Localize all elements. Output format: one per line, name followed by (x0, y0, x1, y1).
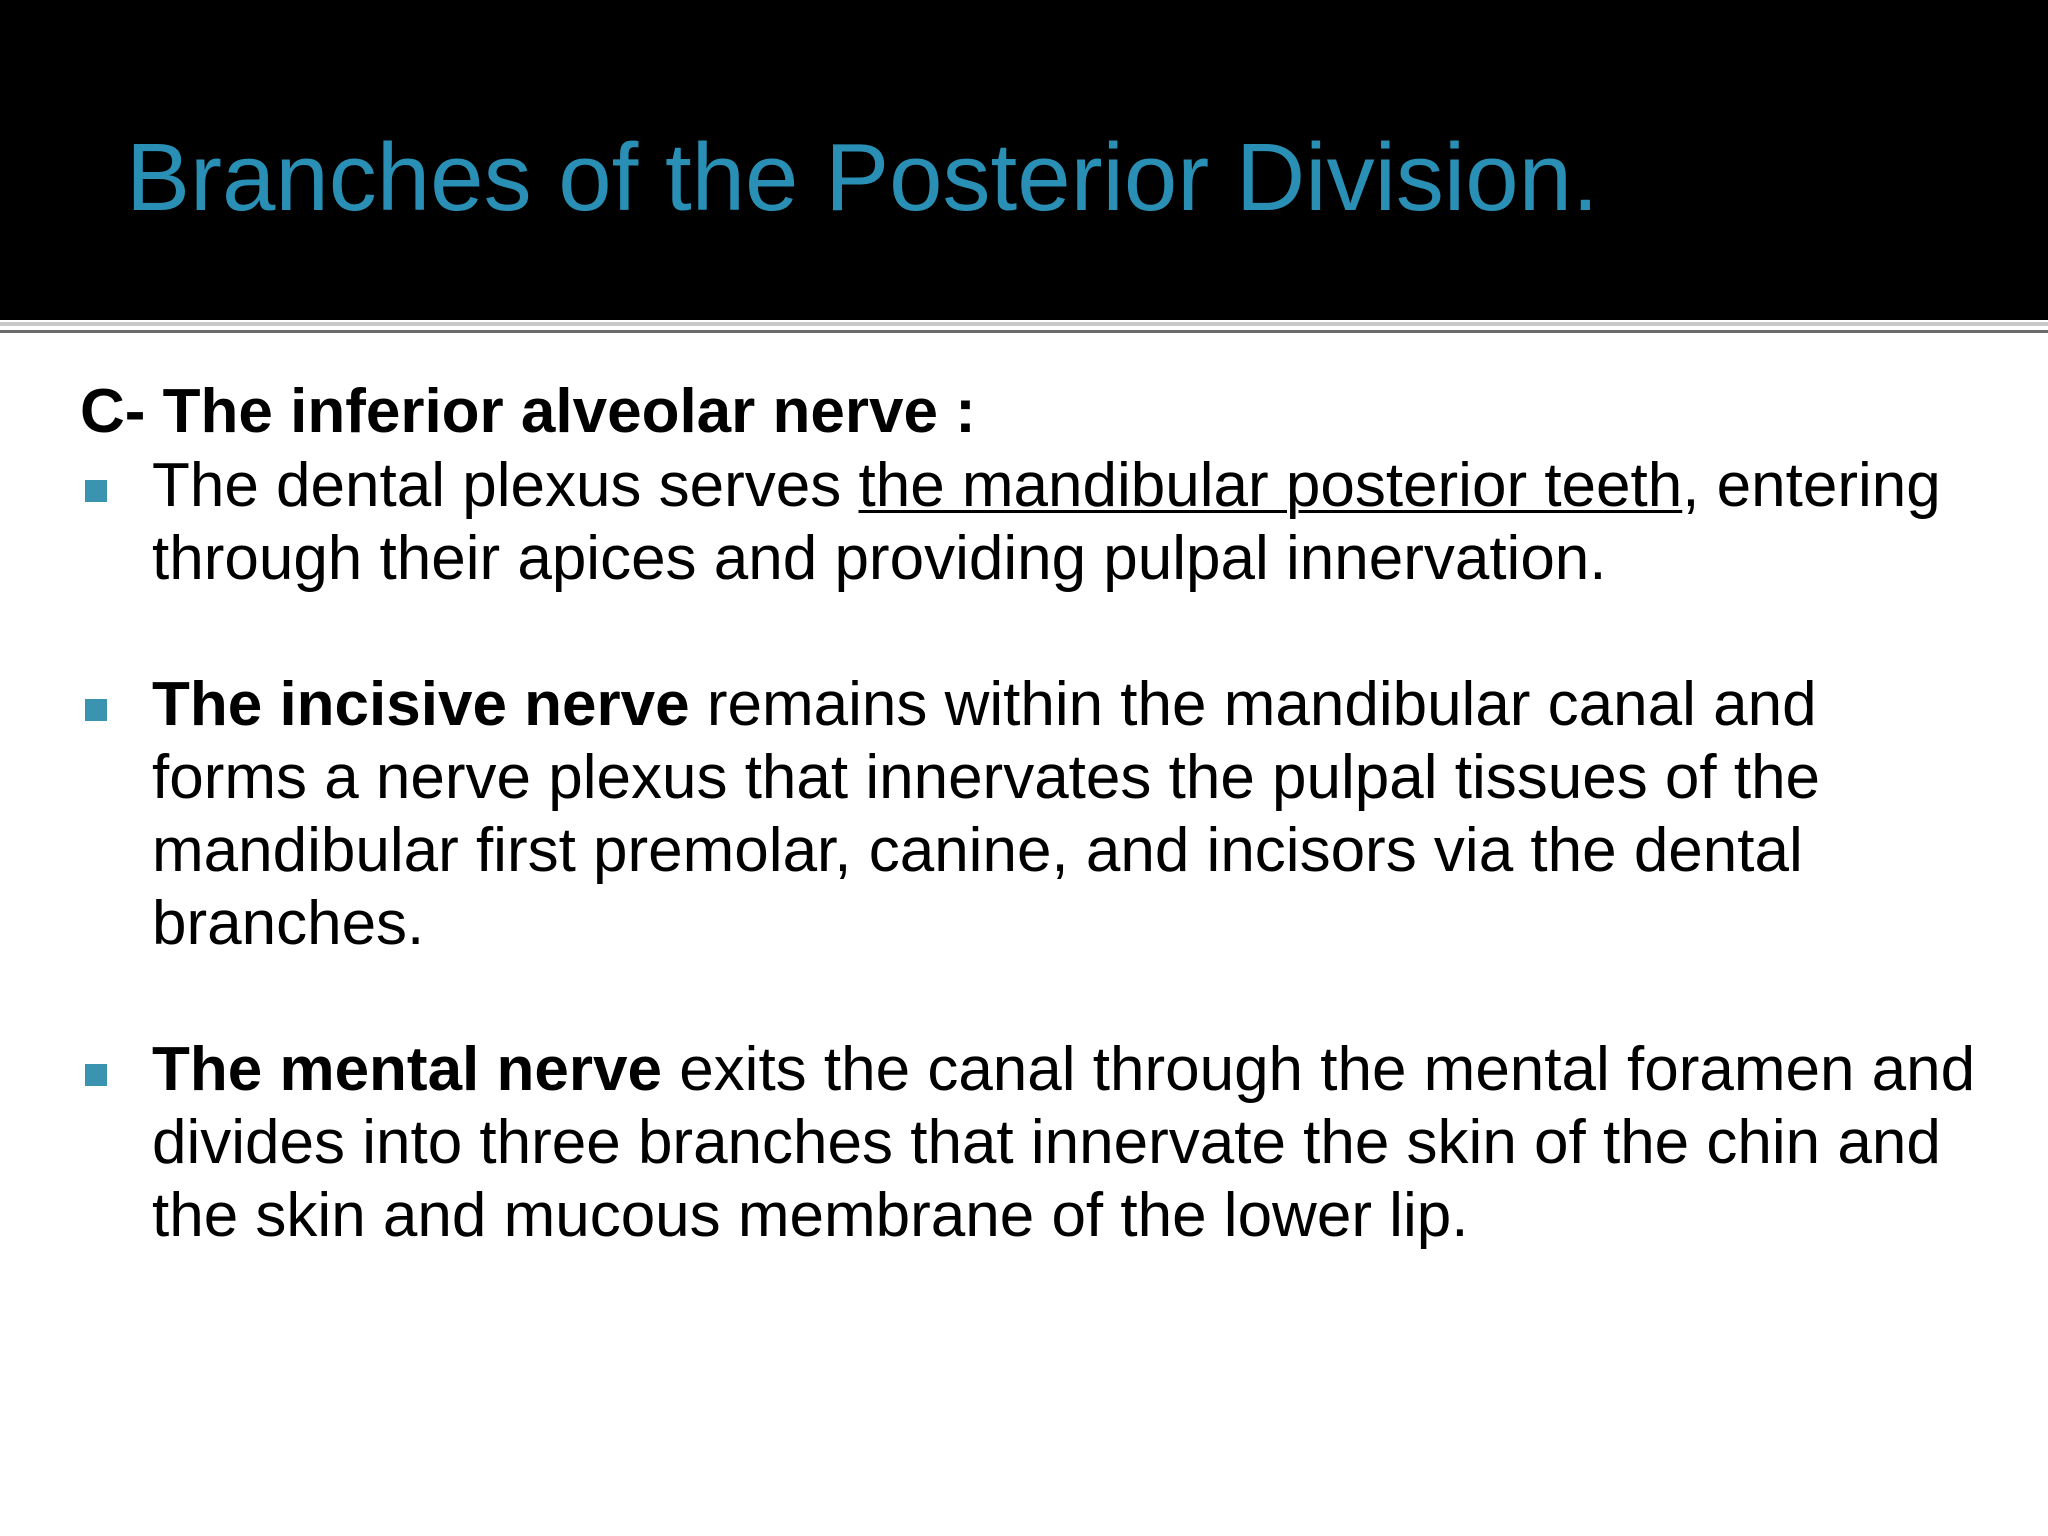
bullet-text (152, 1035, 1975, 1250)
slide-title: Branches of the Posterior Division. (126, 124, 1599, 231)
bullet-item-dental-plexus (80, 449, 1980, 595)
bullet-item-incisive-nerve (80, 668, 1980, 960)
underlined-phrase: the mandibular posterior teeth (858, 451, 1683, 520)
title-bar (0, 0, 2048, 320)
bullet-lead-text: The dental plexus serves (152, 451, 859, 520)
bullet-text (152, 670, 1820, 958)
bold-term: The mental nerve (152, 1035, 662, 1104)
square-bullet-icon (85, 480, 107, 502)
bold-term: The incisive nerve (152, 670, 690, 739)
square-bullet-icon (85, 699, 107, 721)
square-bullet-icon (85, 1064, 107, 1086)
slide-body (80, 375, 1980, 1252)
bullet-rest-text: , entering through their apices and providing pulpal innervation. (152, 451, 1941, 593)
bullet-list (80, 449, 1980, 1252)
bullet-rest-text: remains within the mandibular canal and forms a nerve plexus that innervates the pulpal tissues of the mandibular first premolar, canine, and incisors via the dental branches. (152, 670, 1821, 958)
bullet-item-mental-nerve (80, 1033, 1980, 1252)
divider-dark (0, 330, 2048, 333)
divider-light (0, 322, 2048, 326)
bullet-rest-text: exits the canal through the mental foramen and divides into three branches that innervate the skin of the chin and the skin and mucous membrane of the lower lip. (152, 1035, 1976, 1250)
section-heading: C- The inferior alveolar nerve : (80, 377, 976, 446)
bullet-text (152, 451, 1941, 593)
